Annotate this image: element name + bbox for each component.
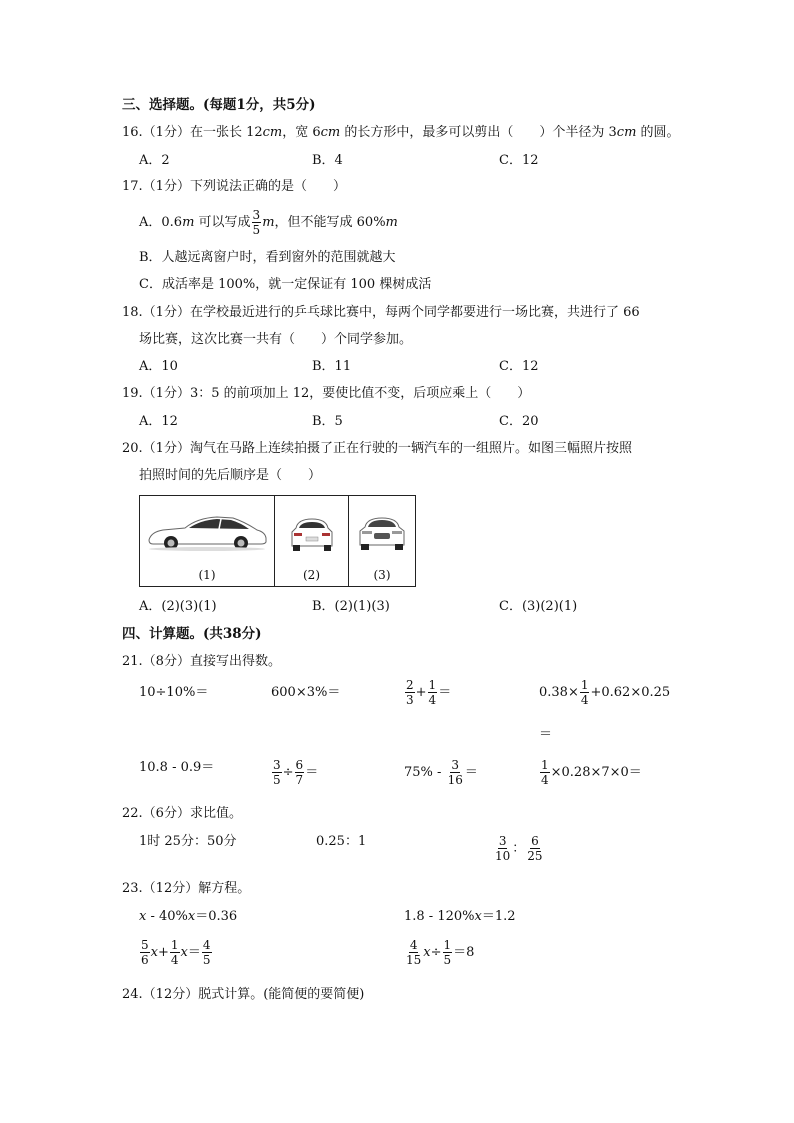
q23-eq-4: $\frac{4}{15}$ x÷ $\frac{1}{5}$ ＝8 [406, 938, 475, 967]
question-16: 16.（1分）在一张长 12cm，宽 6cm 的长方形中，最多可以剪出（ ）个半径为 3cm 的圆。 [122, 125, 680, 140]
q19-option-a: A．12 [139, 414, 178, 429]
car-side-icon [145, 512, 271, 552]
q21-expr-7: 75% - $\frac{3}{16}$ ＝ [404, 758, 478, 787]
q18-option-a: A．10 [139, 359, 178, 374]
question-17: 17.（1分）下列说法正确的是（ ） [122, 179, 346, 194]
question-23: 23.（12分）解方程。 [122, 881, 251, 896]
fraction: $\frac{3}{5}$ [252, 208, 261, 237]
question-19: 19.（1分）3：5 的前项加上 12，要使比值不变，后项应乘上（ ） [122, 386, 531, 401]
q23-eq-2: 1.8 - 120%x＝1.2 [404, 909, 516, 924]
q17-option-c: C．成活率是 100%，就一定保证有 100 棵树成活 [139, 277, 432, 292]
section-title-calculation: 四、计算题。(共38分) [122, 626, 262, 642]
photo-3 [349, 496, 415, 586]
question-20-line1: 20.（1分）淘气在马路上连续拍摄了正在行驶的一辆汽车的一组照片。如图三幅照片按照 [122, 441, 632, 456]
photo-caption: (2) [303, 568, 320, 582]
q17-option-a: A．0.6m 可以写成 $\frac{3}{5}$ m，但不能写成 60%m [139, 208, 398, 237]
q23-eq-1: x - 40%x＝0.36 [139, 909, 238, 924]
q21-expr-4: 0.38× $\frac{1}{4}$ +0.62×0.25 [539, 678, 671, 707]
q19-option-c: C．20 [499, 414, 539, 429]
q18-option-c: C．12 [499, 359, 539, 374]
question-20-line2: 拍照时间的先后顺序是（ ） [139, 468, 322, 483]
question-22: 22.（6分）求比值。 [122, 806, 242, 821]
question-24: 24.（12分）脱式计算。(能简便的要简便) [122, 987, 365, 1002]
car-rear-icon [288, 516, 336, 554]
q21-expr-3: $\frac{2}{3}$ + $\frac{1}{4}$ ＝ [406, 678, 452, 707]
q20-option-b: B．(2)(1)(3) [312, 599, 390, 614]
q17-option-b: B．人越远离窗户时，看到窗外的范围就越大 [139, 250, 396, 265]
car-photos-figure [139, 495, 416, 587]
q21-expr-4-equals: ＝ [539, 727, 553, 742]
photo-caption: (1) [198, 568, 216, 582]
q21-expr-6: $\frac{3}{5}$ ÷ $\frac{6}{7}$ ＝ [273, 758, 319, 787]
q16-option-b: B．4 [312, 153, 343, 168]
q21-expr-2: 600×3%＝ [271, 685, 341, 700]
q22-expr-1: 1时 25分：50分 [139, 834, 237, 849]
question-21: 21.（8分）直接写出得数。 [122, 654, 281, 669]
q19-option-b: B．5 [312, 414, 343, 429]
q20-option-a: A．(2)(3)(1) [139, 599, 217, 614]
photo-caption: (3) [373, 568, 391, 582]
q21-expr-8: $\frac{1}{4}$ ×0.28×7×0＝ [541, 758, 642, 787]
q22-expr-3: $\frac{3}{10}$ ： $\frac{6}{25}$ [495, 834, 543, 863]
photo-2 [275, 496, 349, 586]
q21-expr-1: 10÷10%＝ [139, 685, 209, 700]
photo-1 [140, 496, 275, 586]
question-18-line1: 18.（1分）在学校最近进行的乒乓球比赛中，每两个同学都要进行一场比赛，共进行了 66 [122, 305, 640, 320]
section-title-choice: 三、选择题。(每题1分，共5分) [122, 97, 316, 113]
q16-option-c: C．12 [499, 153, 539, 168]
q22-expr-2: 0.25：1 [316, 834, 367, 849]
question-18-line2: 场比赛，这次比赛一共有（ ）个同学参加。 [139, 332, 413, 347]
car-front-icon [356, 515, 408, 553]
q16-option-a: A．2 [139, 153, 170, 168]
q20-option-c: C．(3)(2)(1) [499, 599, 578, 614]
q23-eq-3: $\frac{5}{6}$ x+ $\frac{1}{4}$ x＝ $\frac{4}{5}$ [141, 938, 211, 967]
q18-option-b: B．11 [312, 359, 352, 374]
q21-expr-5: 10.8 - 0.9＝ [139, 760, 215, 775]
